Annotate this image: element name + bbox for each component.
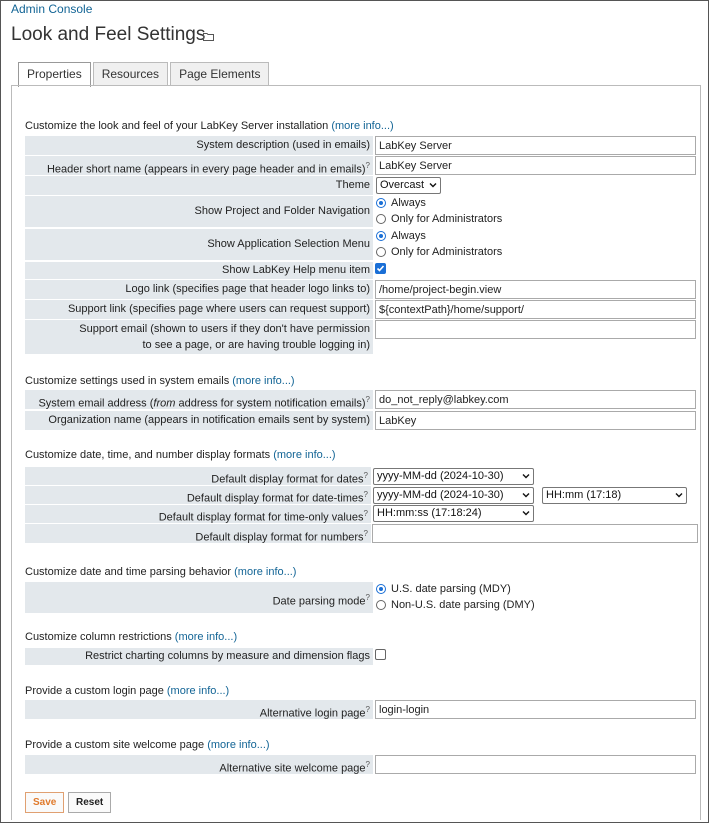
- more-info-link[interactable]: (more info...): [207, 739, 270, 751]
- header-short-name-label: Header short name (appears in every page header and in emails)?: [25, 156, 373, 175]
- help-menu-checkbox[interactable]: [375, 263, 386, 274]
- reset-button[interactable]: Reset: [68, 792, 111, 813]
- date-parsing-non-us-radio[interactable]: Non-U.S. date parsing (DMY): [376, 599, 535, 611]
- system-email-input[interactable]: [375, 390, 696, 409]
- logo-link-label: Logo link (specifies page that header logo links to): [25, 280, 373, 299]
- system-description-input[interactable]: [375, 136, 696, 155]
- date-parsing-us-radio[interactable]: U.S. date parsing (MDY): [376, 583, 511, 595]
- section-columns-heading: Customize column restrictions (more info...): [25, 631, 238, 643]
- chevron-down-icon: [675, 491, 683, 499]
- radio-button[interactable]: [376, 600, 386, 610]
- alt-login-input[interactable]: [375, 700, 696, 719]
- project-nav-label: Show Project and Folder Navigation: [25, 196, 373, 227]
- section-welcome-heading: Provide a custom site welcome page (more info...): [25, 739, 270, 751]
- support-link-label: Support link (specifies page where users can request support): [25, 300, 373, 319]
- section-formats-heading: Customize date, time, and number display formats (more info...): [25, 449, 336, 461]
- project-nav-admins-radio[interactable]: Only for Administrators: [376, 213, 502, 225]
- chevron-down-icon: [522, 472, 530, 480]
- radio-button[interactable]: [376, 584, 386, 594]
- theme-label: Theme: [25, 176, 373, 195]
- alt-welcome-input[interactable]: [375, 755, 696, 774]
- org-name-input[interactable]: [375, 411, 696, 430]
- tab-bar: [18, 62, 269, 86]
- breadcrumb-admin-console[interactable]: Admin Console: [11, 2, 93, 16]
- header-short-name-input[interactable]: [375, 156, 696, 175]
- more-info-link[interactable]: (more info...): [166, 685, 230, 697]
- page-title: Look and Feel Settings: [11, 24, 206, 45]
- datetime-date-select[interactable]: yyyy-MM-dd (2024-10-30): [373, 487, 534, 504]
- alt-login-label: Alternative login page?: [25, 700, 373, 719]
- section-login-heading: Provide a custom login page (more info...): [25, 685, 230, 697]
- app-menu-always-radio[interactable]: Always: [376, 230, 426, 242]
- more-info-link[interactable]: (more info...): [273, 449, 336, 461]
- help-menu-label: Show LabKey Help menu item: [25, 262, 373, 279]
- time-format-select[interactable]: HH:mm:ss (17:18:24): [373, 505, 534, 522]
- check-icon: [376, 264, 385, 273]
- theme-select[interactable]: Overcast: [376, 177, 441, 194]
- radio-button[interactable]: [376, 198, 386, 208]
- tab-properties[interactable]: Properties: [18, 62, 91, 87]
- radio-button[interactable]: [376, 214, 386, 224]
- date-parsing-label: Date parsing mode?: [25, 582, 373, 613]
- time-format-label: Default display format for time-only values?: [25, 505, 371, 523]
- radio-button[interactable]: [376, 247, 386, 257]
- support-link-input[interactable]: [375, 300, 696, 319]
- alt-welcome-label: Alternative site welcome page?: [25, 755, 373, 774]
- support-email-label: Support email (shown to users if they don't have permission to see a page, or are having trouble logging in): [25, 320, 373, 354]
- date-format-select[interactable]: yyyy-MM-dd (2024-10-30): [373, 468, 534, 485]
- number-format-label: Default display format for numbers?: [25, 524, 371, 543]
- restrict-charting-checkbox[interactable]: [375, 649, 386, 660]
- save-button[interactable]: Save: [25, 792, 64, 813]
- system-email-label: System email address (from address for system notification emails)?: [25, 390, 373, 409]
- logo-link-input[interactable]: [375, 280, 696, 299]
- radio-button[interactable]: [376, 231, 386, 241]
- chevron-down-icon: [522, 491, 530, 499]
- more-info-link[interactable]: (more info...): [174, 631, 238, 643]
- datetime-format-label: Default display format for date-times?: [25, 486, 371, 504]
- more-info-link[interactable]: (more info...): [232, 375, 295, 387]
- folder-icon[interactable]: [203, 32, 214, 41]
- number-format-input[interactable]: [372, 524, 698, 543]
- app-menu-label: Show Application Selection Menu: [25, 229, 373, 260]
- more-info-link[interactable]: (more info...): [234, 566, 297, 578]
- section-install-heading: Customize the look and feel of your LabKey Server installation (more info...): [25, 120, 394, 132]
- system-description-label: System description (used in emails): [25, 136, 373, 155]
- section-parsing-heading: Customize date and time parsing behavior (more info...): [25, 566, 297, 578]
- project-nav-always-radio[interactable]: Always: [376, 197, 426, 209]
- date-format-label: Default display format for dates?: [25, 467, 371, 485]
- tab-resources[interactable]: Resources: [93, 62, 168, 86]
- support-email-input[interactable]: [375, 320, 696, 339]
- tab-page-elements[interactable]: Page Elements: [170, 62, 269, 86]
- org-name-label: Organization name (appears in notification emails sent by system): [25, 411, 373, 430]
- restrict-charting-label: Restrict charting columns by measure and dimension flags: [25, 648, 373, 665]
- datetime-time-select[interactable]: HH:mm (17:18): [542, 487, 687, 504]
- app-menu-admins-radio[interactable]: Only for Administrators: [376, 246, 502, 258]
- more-info-link[interactable]: (more info...): [331, 120, 394, 132]
- chevron-down-icon: [429, 181, 437, 189]
- section-emails-heading: Customize settings used in system emails (more info...): [25, 375, 295, 387]
- chevron-down-icon: [522, 509, 530, 517]
